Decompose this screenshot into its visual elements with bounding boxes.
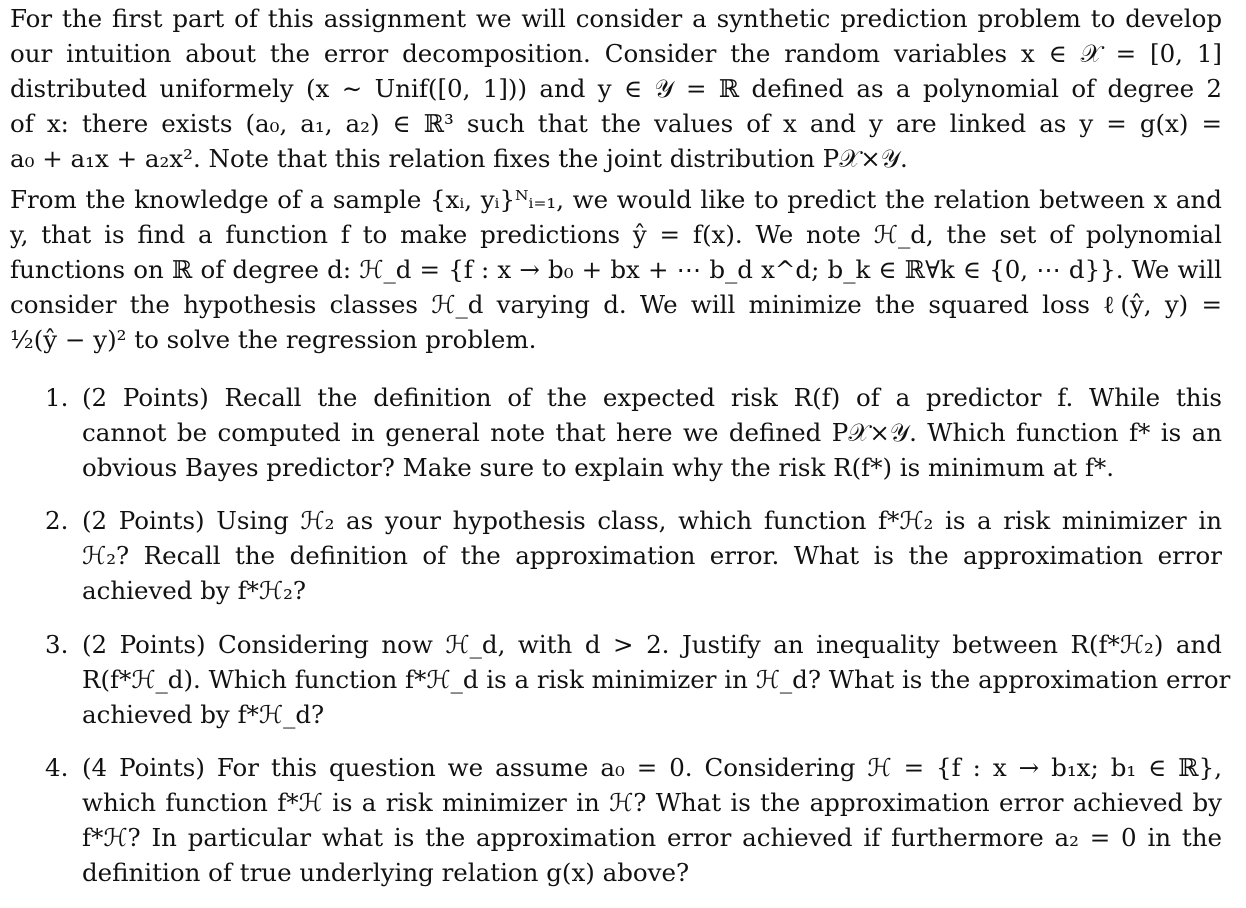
- question-text-line: ℋ₂? Recall the definition of the approximation error. What is the approximation error: [82, 541, 1222, 570]
- question-text-line: (2 Points) Using ℋ₂ as your hypothesis class, which function f*ℋ₂ is a risk minimizer in: [82, 506, 1222, 535]
- setup-line-5: ½(ŷ − y)² to solve the regression problem.: [10, 325, 537, 354]
- setup-line-2: y, that is find a function f to make predictions ŷ = f(x). We note ℋ_d, the set of polynomial: [10, 220, 1222, 249]
- setup-line-4: consider the hypothesis classes ℋ_d varying d. We will minimize the squared loss ℓ(ŷ, y) =: [10, 290, 1222, 319]
- question-text-line: cannot be computed in general note that here we defined P𝒳×𝒴. Which function f* is an: [82, 418, 1222, 447]
- question-text-line: obvious Bayes predictor? Make sure to explain why the risk R(f*) is minimum at f*.: [82, 453, 1115, 482]
- question-text-line: R(f*ℋ_d). Which function f*ℋ_d is a risk minimizer in ℋ_d? What is the approximation error: [82, 665, 1231, 694]
- question-text-line: (2 Points) Considering now ℋ_d, with d > 2. Justify an inequality between R(f*ℋ₂) and: [82, 630, 1222, 659]
- setup-line-3: functions on ℝ of degree d: ℋ_d = {f : x → b₀ + bx + ⋯ b_d x^d; b_k ∈ ℝ∀k ∈ {0, ⋯ d}}. We will: [10, 255, 1222, 284]
- intro-line-3: distributed uniformely (x ∼ Unif([0, 1])) and y ∈ 𝒴 = ℝ defined as a polynomial of degree 2: [10, 74, 1222, 103]
- question-text-line: achieved by f*ℋ_d?: [82, 700, 325, 729]
- question-text-line: (4 Points) For this question we assume a₀ = 0. Considering ℋ = {f : x → b₁x; b₁ ∈ ℝ},: [82, 753, 1222, 782]
- setup-line-1: From the knowledge of a sample {xᵢ, yᵢ}ᴺᵢ₌₁, we would like to predict the relation between x and: [10, 185, 1222, 214]
- question-text-line: achieved by f*ℋ₂?: [82, 576, 307, 605]
- question-text-line: (2 Points) Recall the definition of the expected risk R(f) of a predictor f. While this: [82, 383, 1222, 412]
- intro-line-1: For the first part of this assignment we will consider a synthetic prediction problem to develop: [10, 4, 1222, 33]
- question-number: 2.: [45, 506, 69, 535]
- question-text-line: definition of true underlying relation g(x) above?: [82, 858, 690, 887]
- question-number: 1.: [45, 383, 69, 412]
- question-number: 3.: [45, 630, 69, 659]
- intro-line-5: a₀ + a₁x + a₂x². Note that this relation fixes the joint distribution P𝒳×𝒴.: [10, 144, 908, 173]
- intro-line-4: of x: there exists (a₀, a₁, a₂) ∈ ℝ³ such that the values of x and y are linked as y = g(x) =: [10, 109, 1222, 138]
- question-text-line: which function f*ℋ is a risk minimizer in ℋ? What is the approximation error achieved by: [82, 788, 1222, 817]
- intro-line-2: our intuition about the error decomposition. Consider the random variables x ∈ 𝒳 = [0, 1]: [10, 39, 1222, 68]
- question-number: 4.: [45, 753, 69, 782]
- question-text-line: f*ℋ? In particular what is the approximation error achieved if furthermore a₂ = 0 in the: [82, 823, 1222, 852]
